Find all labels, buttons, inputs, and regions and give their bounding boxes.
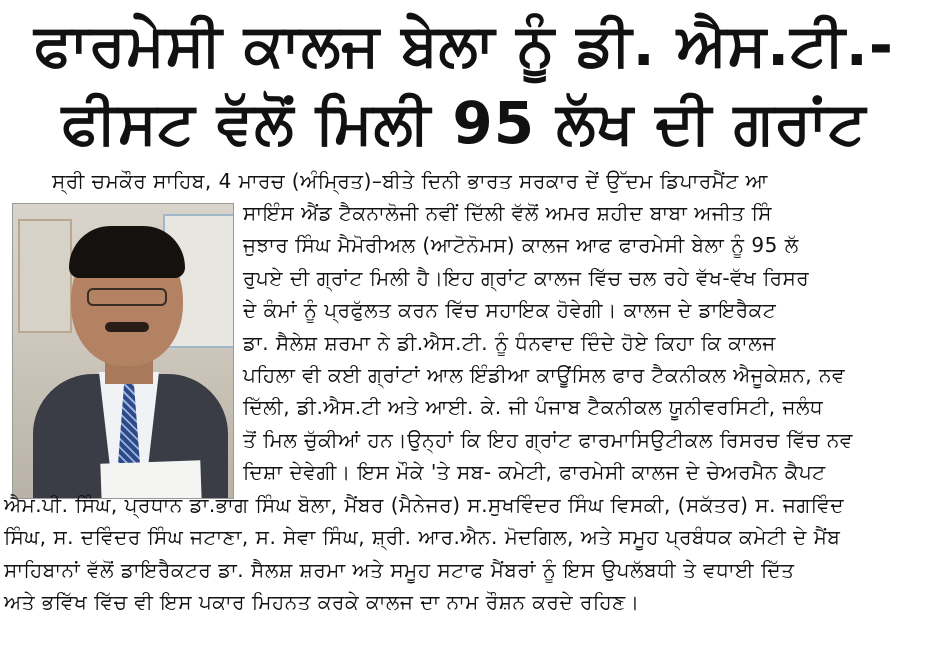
article-line: ਸਾਇੰਸ ਐਂਡ ਟੈਕਨਾਲੋਜੀ ਨਵੀਂ ਦਿੱਲੀ ਵੱਲੋਂ ਅਮਰ ਸ਼ਹੀਦ ਬਾਬਾ ਅਜੀਤ ਸਿੰ (243, 201, 772, 225)
article-line: ਜੁਝਾਰ ਸਿੰਘ ਮੈਮੋਰੀਅਲ (ਆਟੋਨੋਮਸ) ਕਾਲਜ ਆਫ ਫਾਰਮੇਸੀ ਬੇਲਾ ਨੂੰ 95 ਲੱ (243, 233, 799, 257)
article-line: ਦਿੱਲੀ, ਡੀ.ਐਸ.ਟੀ ਅਤੇ ਆਈ. ਕੇ. ਜੀ ਪੰਜਾਬ ਟੈਕਨੀਕਲ ਯੂਨੀਵਰਸਿਟੀ, ਜਲੰਧ (243, 395, 824, 419)
article-line: ਰੁਪਏ ਦੀ ਗ੍ਰਾਂਟ ਮਿਲੀ ਹੈ।ਇਹ ਗ੍ਰਾਂਟ ਕਾਲਜ ਵਿੱਚ ਚਲ ਰਹੇ ਵੱਖ-ਵੱਖ ਰਿਸਰ (243, 266, 810, 290)
article-line: ਦਿਸ਼ਾ ਦੇਵੇਗੀ। ਇਸ ਮੌਕੇ 'ਤੇ ਸਬ- ਕਮੇਟੀ, ਫਾਰਮੇਸੀ ਕਾਲਜ ਦੇ ਚੇਅਰਮੈਨ ਕੈਪਟ (243, 460, 826, 484)
hair (69, 226, 185, 278)
article-line: ਪਹਿਲਾ ਵੀ ਕਈ ਗ੍ਰਾਂਟਾਂ ਆਲ ਇੰਡੀਆ ਕਾਊਂਸਿਲ ਫਾਰ ਟੈਕਨੀਕਲ ਐਜੂਕੇਸ਼ਨ, ਨਵ (243, 363, 846, 387)
wall-frame-decoration (18, 219, 72, 333)
article-line: ਦੇ ਕੰਮਾਂ ਨੂੰ ਪ੍ਰਫੁੱਲਤ ਕਰਨ ਵਿੱਚ ਸਹਾਇਕ ਹੋਵੇਗੀ। ਕਾਲਜ ਦੇ ਡਾਇਰੈਕਟ (243, 298, 777, 322)
eyeglasses (87, 288, 167, 306)
portrait-photo (12, 203, 234, 499)
mustache (105, 322, 149, 332)
headline-line-1: ਫਾਰਮੇਸੀ ਕਾਲਜ ਬੇਲਾ ਨੂੰ ਡੀ. ਐਸ.ਟੀ.- (34, 11, 894, 79)
article-line: ਤੋਂ ਮਿਲ ਚੁੱਕੀਆਂ ਹਨ।ਉਨ੍ਹਾਂ ਕਿ ਇਹ ਗ੍ਰਾਂਟ ਫਾਰਮਾਸਿਉਟੀਕਲ ਰਿਸਰਚ ਵਿੱਚ ਨਵ (243, 428, 853, 452)
article-line: ਡਾ. ਸੈਲੇਸ਼ ਸ਼ਰਮਾ ਨੇ ਡੀ.ਐਸ.ਟੀ. ਨੂੰ ਧੰਨਵਾਦ ਦਿੰਦੇ ਹੋਏ ਕਿਹਾ ਕਿ ਕਾਲਜ (243, 331, 776, 355)
article-line: ਸਿੰਘ, ਸ. ਦਵਿੰਦਰ ਸਿੰਘ ਜਟਾਣਾ, ਸ. ਸੇਵਾ ਸਿੰਘ, ਸ਼੍ਰੀ. ਆਰ.ਐਨ. ਮੋਦਗਿਲ, ਅਤੇ ਸਮੂਹ ਪ੍ਰਬੰਧਕ ਕਮੇਟੀ ਦੇ ਮੈਂਬ (4, 525, 841, 549)
article-line: ਅਤੇ ਭਵਿੱਖ ਵਿੱਚ ਵੀ ਇਸ ਪਕਾਰ ਮਿਹਨਤ ਕਰਕੇ ਕਾਲਜ ਦਾ ਨਾਮ ਰੌਸ਼ਨ ਕਰਦੇ ਰਹਿਣ। (4, 590, 640, 614)
article-line: ਸ੍ਰੀ ਚਮਕੌਰ ਸਾਹਿਬ, 4 ਮਾਰਚ (ਅੰਮ੍ਰਿਤ)–ਬੀਤੇ ਦਿਨੀ ਭਾਰਤ ਸਰਕਾਰ ਦੇਂ ਉੱਦਮ ਡਿਪਾਰਮੈਂਟ ਆ (52, 169, 768, 193)
article-line: ਸਾਹਿਬਾਨਾਂ ਵੱਲੋਂ ਡਾਇਰੈਕਟਰ ਡਾ. ਸੈਲਸ਼ ਸ਼ਰਮਾ ਅਤੇ ਸਮੂਹ ਸਟਾਫ ਮੈਂਬਰਾਂ ਨੂੰ ਇਸ ਉਪਲੱਬਧੀ ਤੇ ਵਧਾਈ ਦਿੱਤ (4, 558, 795, 582)
headline-line-2: ਫੀਸਟ ਵੱਲੋਂ ਮਿਲੀ 95 ਲੱਖ ਦੀ ਗਰਾਂਟ (61, 89, 867, 157)
article-line: ਐਮ.ਪੀ. ਸਿੰਘ, ਪ੍ਰਧਾਨ ਡਾ.ਭਾਗ ਸਿੰਘ ਬੋਲਾ, ਮੈਂਬਰ (ਮੈਨੇਜਰ) ਸ.ਸੁਖਵਿੰਦਰ ਸਿੰਘ ਵਿਸਕੀ, (ਸਕੱਤਰ) ਸ. ਜਗਵਿੰਦ (4, 493, 844, 517)
